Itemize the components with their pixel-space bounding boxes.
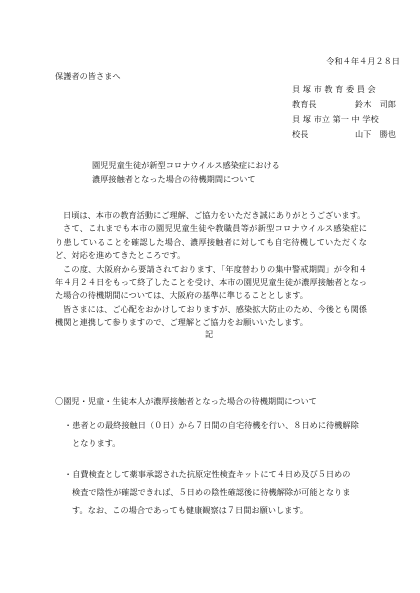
paragraph-greeting: 日頃は、本市の教育活動にご理解、ご協力をいただき誠にありがとうございます。	[63, 210, 366, 220]
issuer-row	[292, 114, 396, 129]
issuer-role: 教育長	[292, 99, 317, 109]
item1-line-2: となります。	[72, 438, 121, 448]
date: 令和４年４月２８日	[326, 56, 400, 66]
list-item	[64, 465, 350, 519]
paragraph-background: さて、これまでも本市の園児児童生徒や教職員等が新型コロナウイルス感染症に り患していることを確認した場合、濃厚接触者に対しても自宅待機していただくなど、対応を進めてきたところです。	[55, 223, 367, 261]
issuer-org: 貝 塚 市立 第一 中 学校	[292, 114, 379, 124]
addressee: 保護者の皆さまへ	[55, 71, 121, 81]
item2-line-1: ・自費検査として薬事承認された抗原定性検査キットにて４日め及び５日めの	[64, 469, 351, 479]
item2-line-3: す。なお、この場合であっても健康観察は７日間お願いします。	[72, 505, 309, 515]
issuer-row	[292, 99, 396, 114]
list-item	[64, 416, 359, 452]
body-text	[55, 209, 367, 330]
issuer-org: 貝 塚 市 教 育 委 員 会	[292, 84, 376, 94]
issuer-name: 山下 勝也	[355, 129, 396, 139]
ki-marker: 記	[205, 329, 214, 339]
title-line-2: 濃厚接触者となった場合の待機期間について	[92, 174, 256, 184]
title-line-1: 園児児童生徒が新型コロナウイルス感染症における	[92, 160, 280, 170]
issuer-row	[292, 129, 396, 144]
item1-line-1: ・患者との最終接触日（０日）から７日間の自宅待機を行い、８日めに待機解除	[64, 420, 359, 430]
document-title	[92, 158, 280, 186]
issuer-name: 鈴木 司郎	[355, 99, 396, 109]
issuer-block	[292, 84, 396, 144]
paragraph-policy: この度、大阪府から要請されております、「年度替わりの集中警戒期間」が令和４年４月２４日をもって終了したことを受け、本市の園児児童生徒が濃厚接触者となった場合の待機期間については、大阪府の基準に準じることとします。	[55, 263, 367, 301]
issuer-row	[292, 84, 396, 99]
issuer-role: 校長	[292, 129, 309, 139]
item2-line-2: 検査で陰性が確認できれば、５日めの陰性確認後に待機解除が可能となりま	[72, 487, 351, 497]
paragraph-closing: 皆さまには、ご心配をおかけしておりますが、感染拡大防止のため、今後とも関係機関と連携して参りますので、ご理解とご協力をお願いいたします。	[55, 303, 367, 328]
section-heading: 〇園児・児童・生徒本人が濃厚接触者となった場合の待機期間について	[55, 396, 317, 406]
